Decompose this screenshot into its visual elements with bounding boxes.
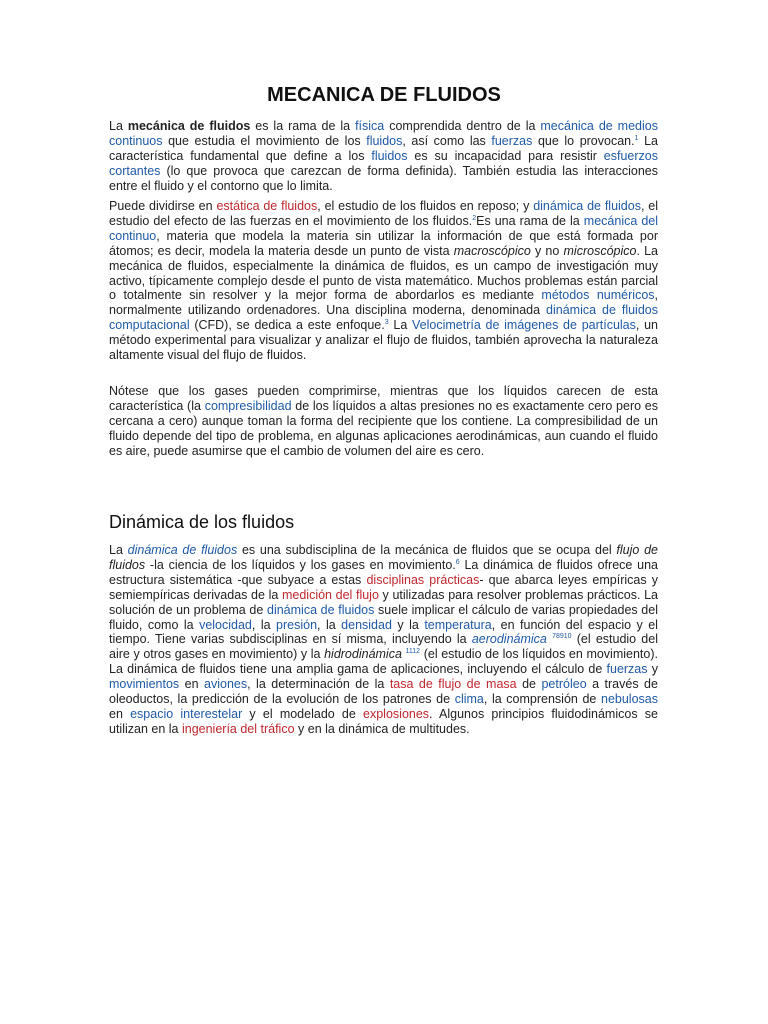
page-title: MECANICA DE FLUIDOS xyxy=(267,84,501,106)
link-metodos-numericos[interactable]: métodos numéricos xyxy=(541,288,655,303)
link-dinamica-de-fluidos[interactable]: dinámica de fluidos xyxy=(533,199,641,213)
italic-term: microscópico xyxy=(563,243,637,258)
dynamics-paragraph: La dinámica de fluidos es una subdisciplina de la mecánica de fluidos que se ocupa del flujo de fluidos -la ciencia de los líquidos y los gases en movimiento.$^6$ La dinámica de fluidos ofrece una estructura sistemática -que subyace a estas disciplinas prácticas- que abarca leyes empíricas y semiempíricas derivadas de la medición del flujo y utilizadas para resolver problemas prácticos. La solución de un problema de dinámica de fluidos suele implicar el cálculo de varias propiedades del fluido, como la velocidad, la presión, la densidad y la temperatura, en función del espacio y el tiempo. Tiene varias subdisciplinas en sí misma, incluyendo la aerodinámica $^{78910}$ (el estudio del aire y otros gases en movimiento) y la hidrodinámica $^{1112}$ (el estudio de los líquidos en movimiento). La dinámica de fluidos tiene una amplia gama de aplicaciones, incluyendo el cálculo de fuerzas y movimientos en aviones, la determinación de la tasa de flujo de masa de petróleo a través de oleoductos, la predicción de la evolución de los patrones de clima, la comprensión de nebulosas en espacio interestelar y el modelado de explosiones. Algunos principios fluidodinámicos se utilizan en la ingeniería del tráfico y en la dinámica de multitudes. xyxy=(109,543,659,736)
link-velocimetria-particulas[interactable]: Velocimetría de imágenes de partículas xyxy=(412,318,636,333)
footnote-ref[interactable]: 1 xyxy=(634,134,639,142)
link-aviones[interactable]: aviones xyxy=(204,677,248,692)
link-velocidad[interactable]: velocidad xyxy=(199,617,252,632)
link-compresibilidad[interactable]: compresibilidad xyxy=(204,398,292,413)
link-esfuerzos-cortantes[interactable]: esfuerzos cortantes xyxy=(109,148,658,178)
footnote-ref[interactable]: 1112 xyxy=(405,648,421,656)
link-mecanica-medios-continuos[interactable]: mecánica de medios continuos xyxy=(109,119,658,148)
link-densidad[interactable]: densidad xyxy=(341,617,392,632)
bold-term: mecánica de fluidos xyxy=(127,119,251,133)
link-temperatura[interactable]: temperatura xyxy=(424,617,492,632)
link-presion[interactable]: presión xyxy=(276,617,318,632)
link-espacio-interestelar[interactable]: espacio interestelar xyxy=(130,706,243,721)
intro-paragraph: La mecánica de fluidos es la rama de la física comprendida dentro de la mecánica de medios continuos que estudia el movimiento de los fluidos, así como las fuerzas que lo provocan.$^1$ La característica fundamental que define a los fluidos es su incapacidad para resistir esfuerzos cortantes (lo que provoca que carezcan de forma definida). También estudia las interacciones entre el fluido y el contorno que lo limita. xyxy=(109,119,658,193)
link-explosiones[interactable]: explosiones xyxy=(363,706,430,721)
link-fluidos[interactable]: fluidos xyxy=(366,133,403,148)
footnote-ref[interactable]: 78910 xyxy=(552,633,572,641)
compressibility-paragraph: Nótese que los gases pueden comprimirse, mientras que los líquidos carecen de esta característica (la compresibilidad de los líquidos a altas presiones no es exactamente cero pero es cercana a cero) aunque toman la forma del recipiente que los contiene. La compresibilidad de un fluido depende del tipo de problema, en algunas aplicaciones aerodinámicas, aun cuando el fluido es aire, puede asumirse que el cambio de volumen del aire es cero. xyxy=(109,384,658,458)
footnote-ref[interactable]: 6 xyxy=(455,558,460,566)
link-estatica-de-fluidos[interactable]: estática de fluidos xyxy=(216,199,318,213)
link-mecanica-del-continuo[interactable]: mecánica del continuo xyxy=(109,213,658,243)
link-dinamica-fluidos-computacional[interactable]: dinámica de fluidos computacional xyxy=(109,303,658,333)
italic-term: flujo de fluidos xyxy=(109,543,658,572)
italic-term: hidrodinámica xyxy=(324,647,402,662)
link-fuerzas[interactable]: fuerzas xyxy=(491,133,533,148)
link-fluidos[interactable]: fluidos xyxy=(371,148,408,163)
link-movimientos[interactable]: movimientos xyxy=(109,677,180,692)
link-fisica[interactable]: física xyxy=(355,119,385,133)
link-disciplinas-practicas[interactable]: disciplinas prácticas xyxy=(366,572,480,587)
link-fuerzas[interactable]: fuerzas xyxy=(606,662,648,677)
link-nebulosas[interactable]: nebulosas xyxy=(601,692,658,707)
footnote-ref[interactable]: 3 xyxy=(384,319,389,327)
link-medicion-del-flujo[interactable]: medición del flujo xyxy=(281,587,379,602)
section-heading: Dinámica de los fluidos xyxy=(109,512,295,532)
link-ingenieria-del-trafico[interactable]: ingeniería del tráfico xyxy=(181,721,295,736)
link-dinamica-de-fluidos[interactable]: dinámica de fluidos xyxy=(127,543,238,557)
link-tasa-flujo-masa[interactable]: tasa de flujo de masa xyxy=(389,677,517,692)
footnote-ref[interactable]: 2 xyxy=(472,214,477,222)
link-dinamica-de-fluidos[interactable]: dinámica de fluidos xyxy=(267,602,375,617)
division-paragraph: Puede dividirse en estática de fluidos, el estudio de los fluidos en reposo; y dinámica de fluidos, el estudio del efecto de las fuerzas en el movimiento de los fluidos.$^2$Es una rama de la mecánica del continuo, materia que modela la materia sin utilizar la información de que está formada por átomos; es decir, modela la materia desde un punto de vista macroscópico y no microscópico. La mecánica de fluidos, especialmente la dinámica de fluidos, es un campo de investigación muy activo, típicamente complejo desde el punto de vista matemático. Muchos problemas están parcial o totalmente sin resolver y la mejor forma de abordarlos es mediante métodos numéricos, normalmente utilizando ordenadores. Una disciplina moderna, denominada dinámica de fluidos computacional (CFD), se dedica a este enfoque.$^3$ La Velocimetría de imágenes de partículas, un método experimental para visualizar y analizar el flujo de fluidos, también aprovecha la naturaleza altamente visual del flujo de fluidos. xyxy=(109,199,659,363)
link-clima[interactable]: clima xyxy=(454,692,484,707)
italic-term: macroscópico xyxy=(453,243,531,258)
link-petroleo[interactable]: petróleo xyxy=(541,677,587,692)
link-aerodinamica[interactable]: aerodinámica xyxy=(471,632,547,647)
